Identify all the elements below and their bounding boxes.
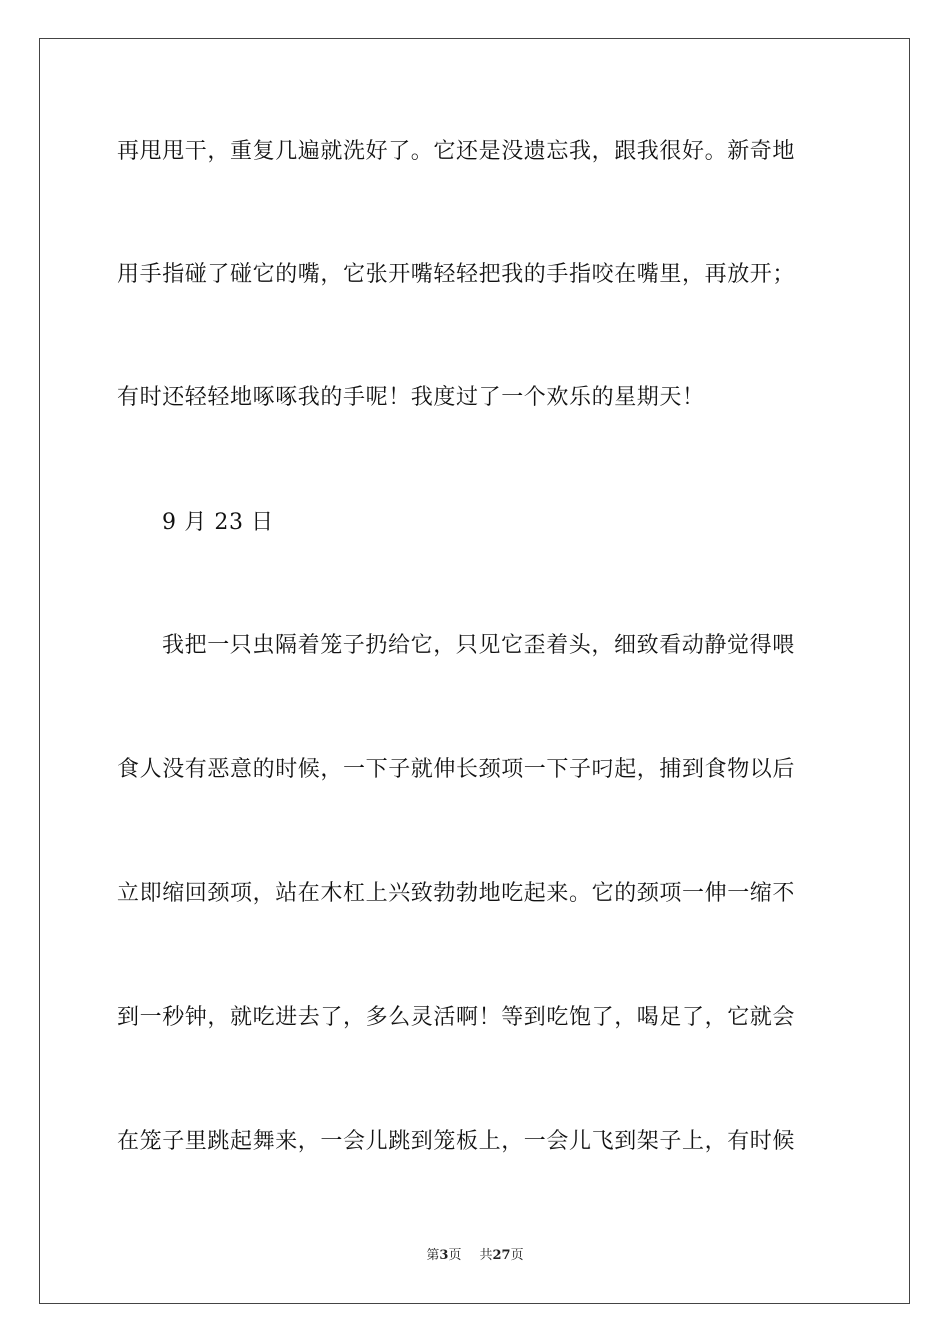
page-prefix: 第	[426, 1248, 440, 1263]
current-page-number: 3	[439, 1248, 449, 1263]
body-text-line: 有时还轻轻地啄啄我的手呢！我度过了一个欢乐的星期天！	[117, 385, 705, 410]
body-text-line: 再甩甩干，重复几遍就洗好了。它还是没遗忘我，跟我很好。新奇地	[117, 139, 796, 164]
total-page-count: 27	[492, 1248, 511, 1263]
body-text-line: 用手指碰了碰它的嘴，它张开嘴轻轻把我的手指咬在嘴里，再放开；	[117, 262, 796, 287]
body-text-line: 到一秒钟，就吃进去了，多么灵活啊！等到吃饱了，喝足了，它就会	[117, 1005, 796, 1030]
body-text-line: 在笼子里跳起舞来，一会儿跳到笼板上，一会儿飞到架子上，有时候	[117, 1129, 796, 1154]
body-text-line: 我把一只虫隔着笼子扔给它，只见它歪着头，细致看动静觉得喂	[162, 633, 795, 658]
total-suffix: 页	[510, 1248, 524, 1263]
page-footer	[0, 1247, 950, 1265]
body-text-line: 立即缩回颈项，站在木杠上兴致勃勃地吃起来。它的颈项一伸一缩不	[117, 881, 796, 906]
total-prefix: 共	[479, 1248, 493, 1263]
page-frame	[39, 38, 910, 1304]
body-text-line: 食人没有恶意的时候，一下子就伸长颈项一下子叼起，捕到食物以后	[117, 757, 796, 782]
date-heading: 9 月 23 日	[162, 510, 274, 535]
page-suffix: 页	[448, 1248, 462, 1263]
